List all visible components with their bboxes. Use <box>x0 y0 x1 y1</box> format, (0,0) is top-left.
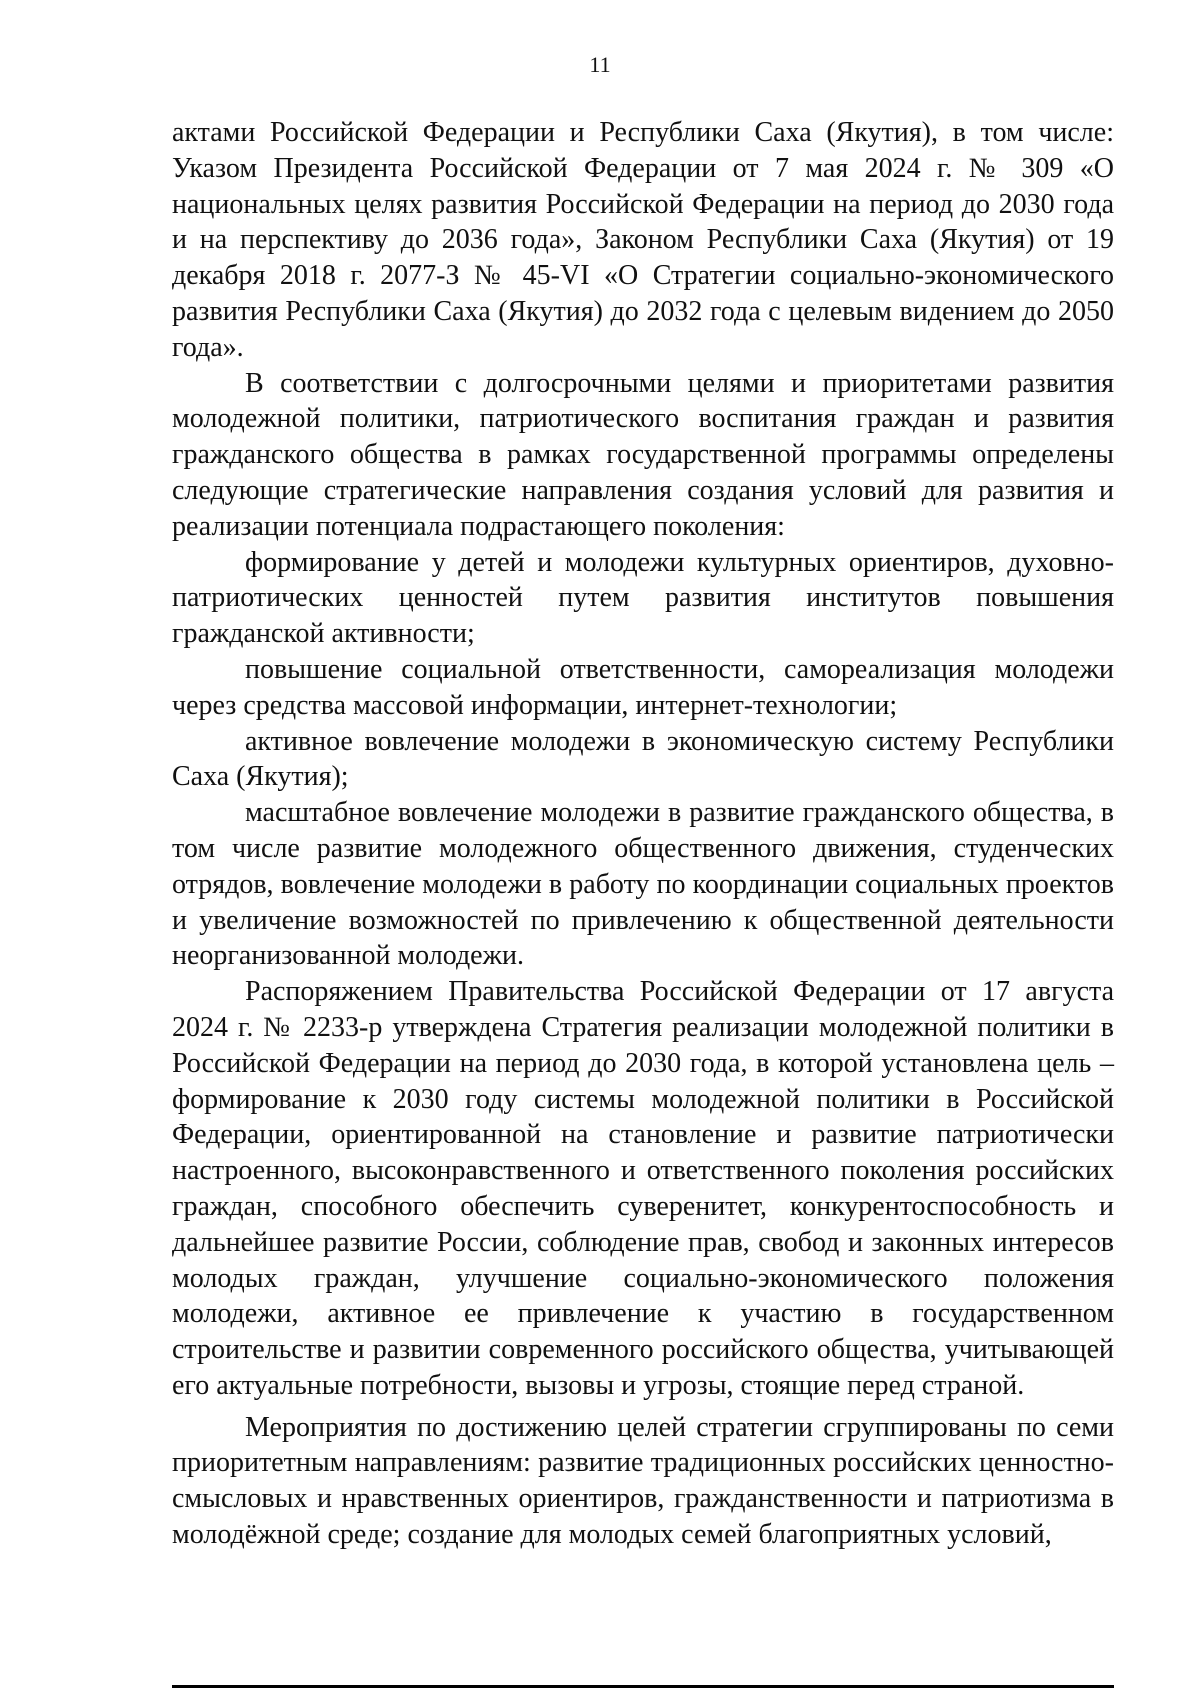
page-number: 11 <box>589 52 611 77</box>
list-item-civil-society: масштабное вовлечение молодежи в развитие гражданского общества, в том числе развитие молодежного общественного движения, студенческих отрядов, вовлечение молодежи в работу по координации социальных проектов и увеличение возможностей по привлечению к общественной деятельности неорганизованной молодежи. <box>172 797 1114 972</box>
document-body <box>172 115 1114 1553</box>
list-item-cultural-orientations: формирование у детей и молодежи культурных ориентиров, духовно-патриотических ценностей путем развития институтов повышения гражданской активности; <box>172 546 1114 650</box>
footer-divider <box>172 1685 1114 1688</box>
paragraph-priority-directions: Мероприятия по достижению целей стратегии сгруппированы по семи приоритетным направлениям: развитие традиционных российских ценностно-смысловых и нравственных ориентиров, гражданственности и патриотизма в молодёжной среде; создание для молодых семей благоприятных условий, <box>172 1411 1114 1551</box>
list-item-social-responsibility: повышение социальной ответственности, самореализация молодежи через средства массовой информации, интернет-технологии; <box>172 653 1114 721</box>
paragraph-government-order: Распоряжением Правительства Российской Федерации от 17 августа 2024 г. № 2233-р утверждена Стратегия реализации молодежной политики в Российской Федерации на период до 2030 года, в которой установлена цель – формирование к 2030 году системы молодежной политики в Российской Федерации, ориентированной на становление и развитие патриотически настроенного, высоконравственного и ответственного поколения российских граждан, способного обеспечить суверенитет, конкурентоспособность и дальнейшее развитие России, соблюдение прав, свобод и законных интересов молодых граждан, улучшение социально-экономического положения молодежи, активное ее привлечение к участию в государственном строительстве и развитии современного российского общества, учитывающей его актуальные потребности, вызовы и угрозы, стоящие перед страной. <box>172 976 1114 1401</box>
paragraph-continuation: актами Российской Федерации и Республики Саха (Якутия), в том числе: Указом Президента Российской Федерации от 7 мая 2024 г. № 309 «О национальных целях развития Российской Федерации на период до 2030 года и на перспективу до 2036 года», Законом Республики Саха (Якутия) от 19 декабря 2018 г. 2077-З № 45-VI «О Стратегии социально-экономического развития Республики Саха (Якутия) до 2032 года с целевым видением до 2050 года». <box>172 117 1114 363</box>
list-item-economic-involvement: активное вовлечение молодежи в экономическую систему Республики Саха (Якутия); <box>172 725 1114 793</box>
paragraph-strategic-directions: В соответствии с долгосрочными целями и приоритетами развития молодежной политики, патриотического воспитания граждан и развития гражданского общества в рамках государственной программы определены следующие стратегические направления создания условий для развития и реализации потенциала подрастающего поколения: <box>172 367 1114 542</box>
